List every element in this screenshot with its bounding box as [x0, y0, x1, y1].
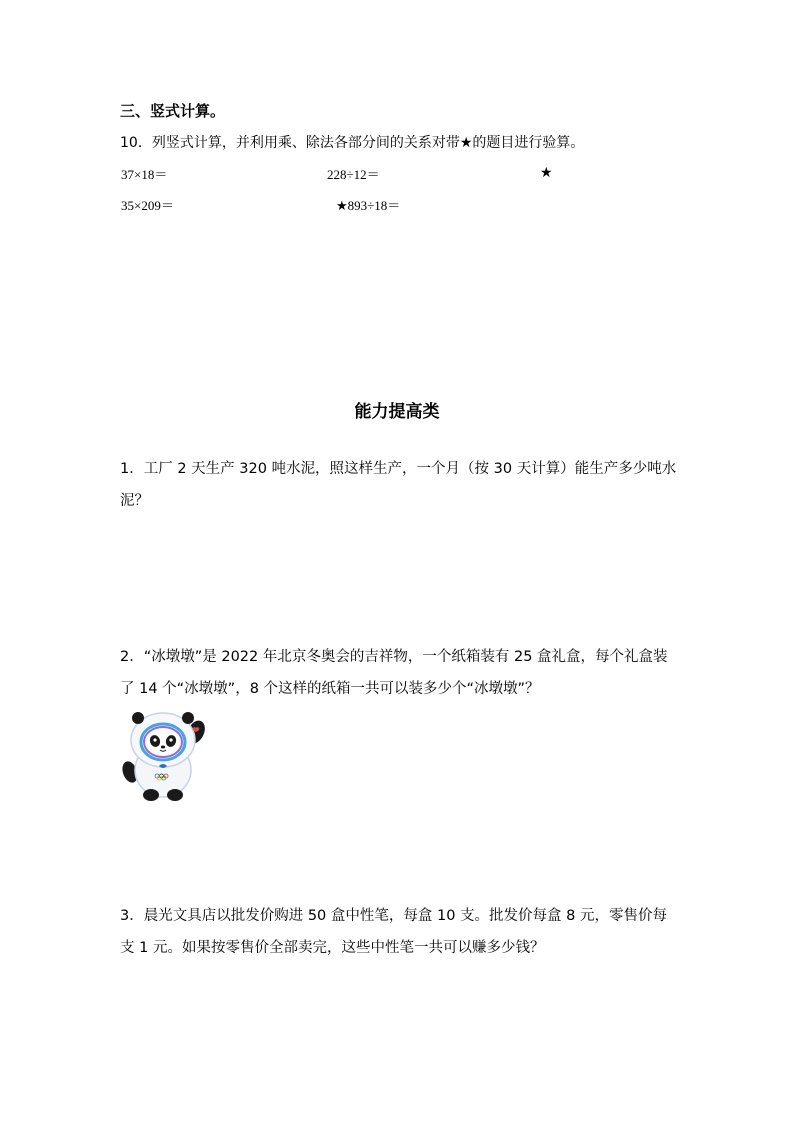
problem-3-text: 3．晨光文具店以批发价购进 50 盒中性笔，每盒 10 支。批发价每盒 8 元，零售价每支 1 元。如果按零售价全部卖完，这些中性笔一共可以赚多少钱？ [120, 908, 668, 956]
problem-1-text: 1．工厂 2 天生产 320 吨水泥，照这样生产，一个月（按 30 天计算）能生产多少吨水泥？ [120, 461, 677, 509]
star-icon: ★ [540, 165, 553, 181]
section-title: 三、竖式计算。 [120, 102, 226, 120]
question-10-text: 10．列竖式计算，并利用乘、除法各部分间的关系对带★的题目进行验算。 [120, 135, 585, 151]
problem-2-text: 2．“冰墩墩”是 2022 年北京冬奥会的吉祥物，一个纸箱装有 25 盒礼盒，每个礼盒装了 14 个“冰墩墩”，8 个这样的纸箱一共可以装多少个“冰墩墩”？ [120, 649, 668, 697]
calc-35x209: 35×209＝ [121, 198, 174, 213]
section-heading: 能力提高类 [354, 402, 440, 422]
mascot-image [118, 710, 210, 802]
calc-228div12: 228÷12＝ [327, 167, 380, 182]
calc-37x18: 37×18＝ [121, 167, 168, 182]
calc-893div18: ★893÷18＝ [336, 198, 401, 213]
